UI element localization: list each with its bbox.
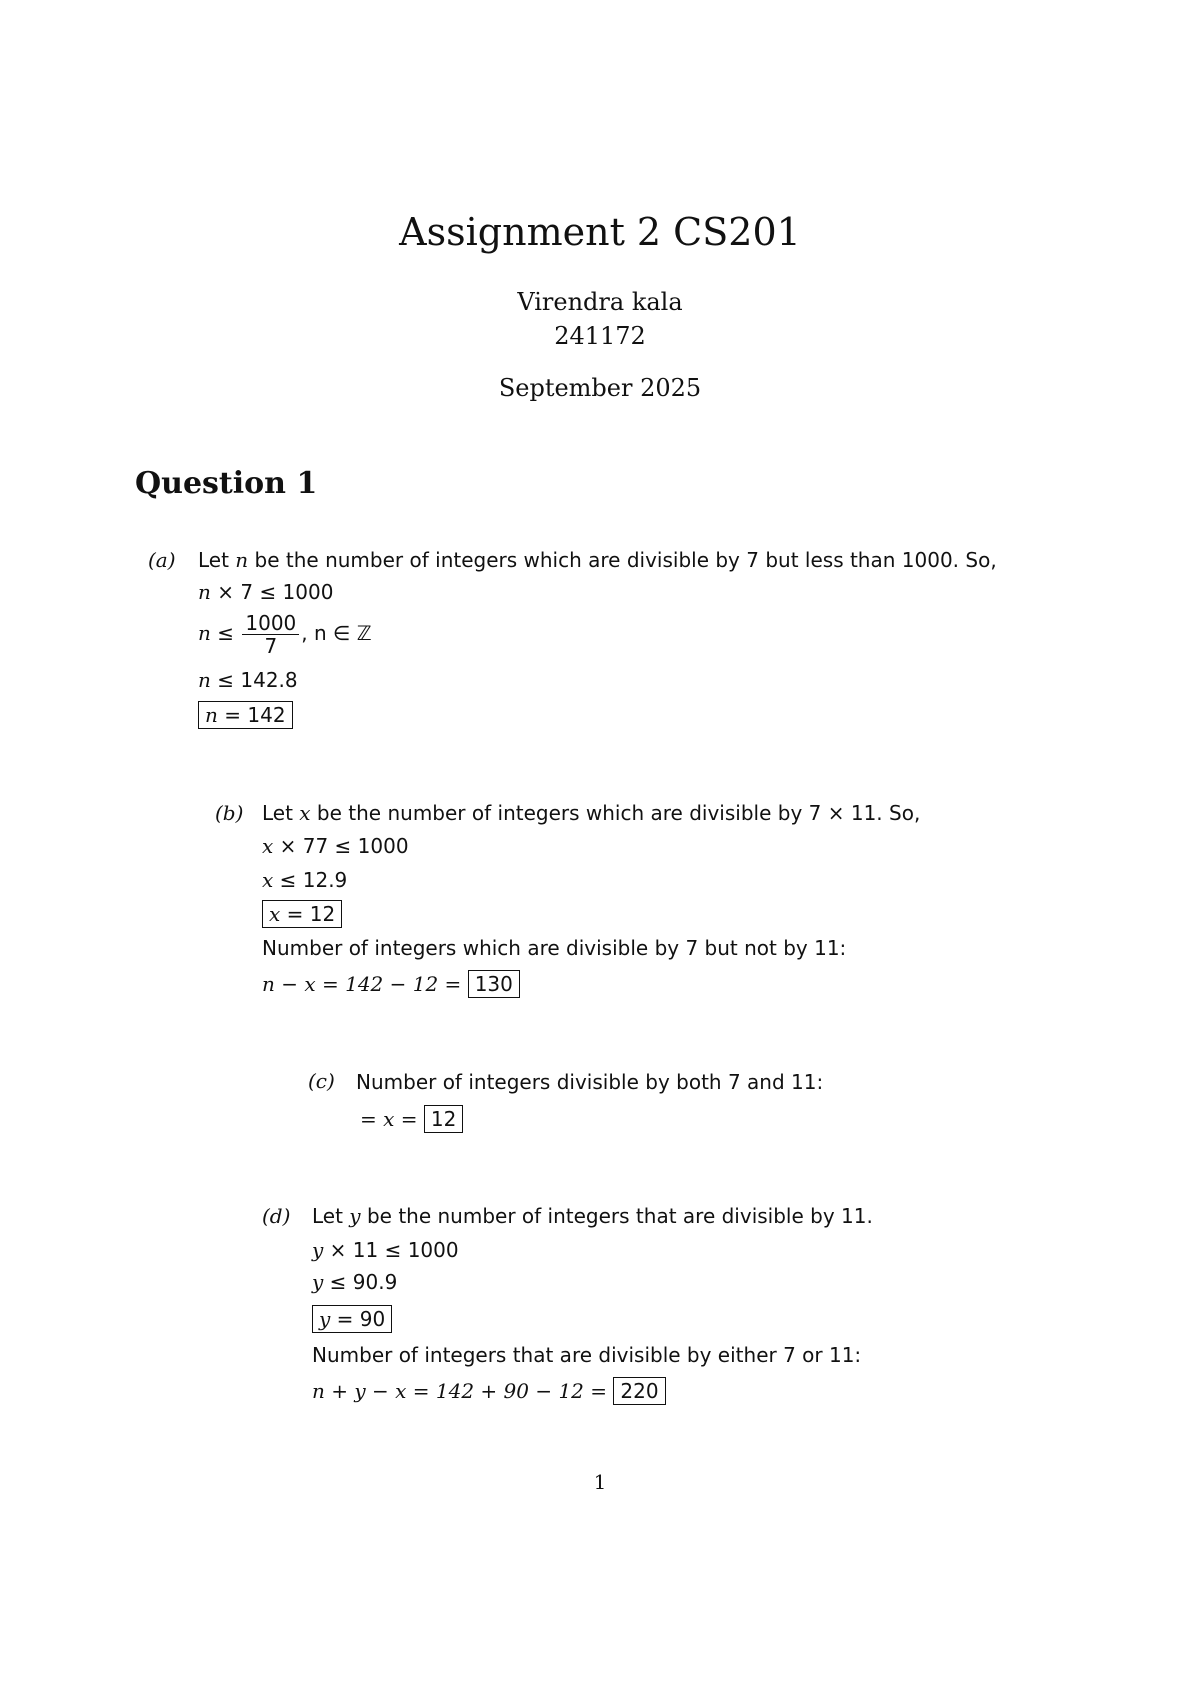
part-c-statement: Number of integers divisible by both 7 and 11:	[356, 1070, 824, 1094]
part-a-label: (a)	[148, 548, 176, 572]
var-y: y	[349, 1204, 361, 1228]
boxed-result: x = 12	[262, 900, 342, 928]
document-title: Assignment 2 CS201	[399, 210, 801, 254]
part-c-label: (c)	[308, 1069, 335, 1093]
boxed-result: n = 142	[198, 701, 293, 729]
part-c-result: = x = 12	[360, 1105, 463, 1133]
part-a-step-1: n × 7 ≤ 1000	[198, 580, 334, 604]
part-d-label: (d)	[262, 1204, 291, 1228]
part-b-label: (b)	[215, 801, 244, 825]
var-x: x	[299, 801, 311, 825]
part-a-step-2: n ≤ $\frac{1000}{7}$ , n ∈ ℤ	[198, 611, 372, 658]
fraction: $\frac{1000}{7}$	[242, 612, 299, 657]
part-a-intro: Let n be the number of integers which are divisible by 7 but less than 1000. So,	[198, 548, 997, 572]
part-d-step-1: y × 11 ≤ 1000	[312, 1238, 459, 1262]
part-b-step-1: x × 77 ≤ 1000	[262, 834, 409, 858]
var-n: n	[235, 548, 249, 572]
boxed-answer: 130	[468, 970, 520, 998]
document-date: September 2025	[498, 374, 702, 402]
part-a-result	[198, 701, 293, 729]
roll-number: 241172	[554, 322, 646, 350]
part-d-statement: Number of integers that are divisible by either 7 or 11:	[312, 1343, 862, 1367]
boxed-result: y = 90	[312, 1305, 392, 1333]
part-d-result	[312, 1305, 392, 1333]
part-b-step-2: x ≤ 12.9	[262, 868, 348, 892]
part-b-final: n − x = 142 − 12 = 130	[262, 970, 520, 998]
part-d-final: n + y − x = 142 + 90 − 12 = 220	[312, 1377, 666, 1405]
part-b-intro: Let x be the number of integers which are divisible by 7 × 11. So,	[262, 801, 921, 825]
boxed-answer: 220	[613, 1377, 665, 1405]
part-a-step-3: n ≤ 142.8	[198, 668, 298, 692]
author-name: Virendra kala	[517, 288, 683, 316]
part-b-statement: Number of integers which are divisible by 7 but not by 11:	[262, 936, 847, 960]
section-title: Question 1	[135, 466, 318, 501]
boxed-answer: 12	[424, 1105, 463, 1133]
part-b-result	[262, 900, 342, 928]
page-number: 1	[593, 1470, 607, 1494]
part-d-intro: Let y be the number of integers that are divisible by 11.	[312, 1204, 873, 1228]
part-d-step-2: y ≤ 90.9	[312, 1270, 398, 1294]
